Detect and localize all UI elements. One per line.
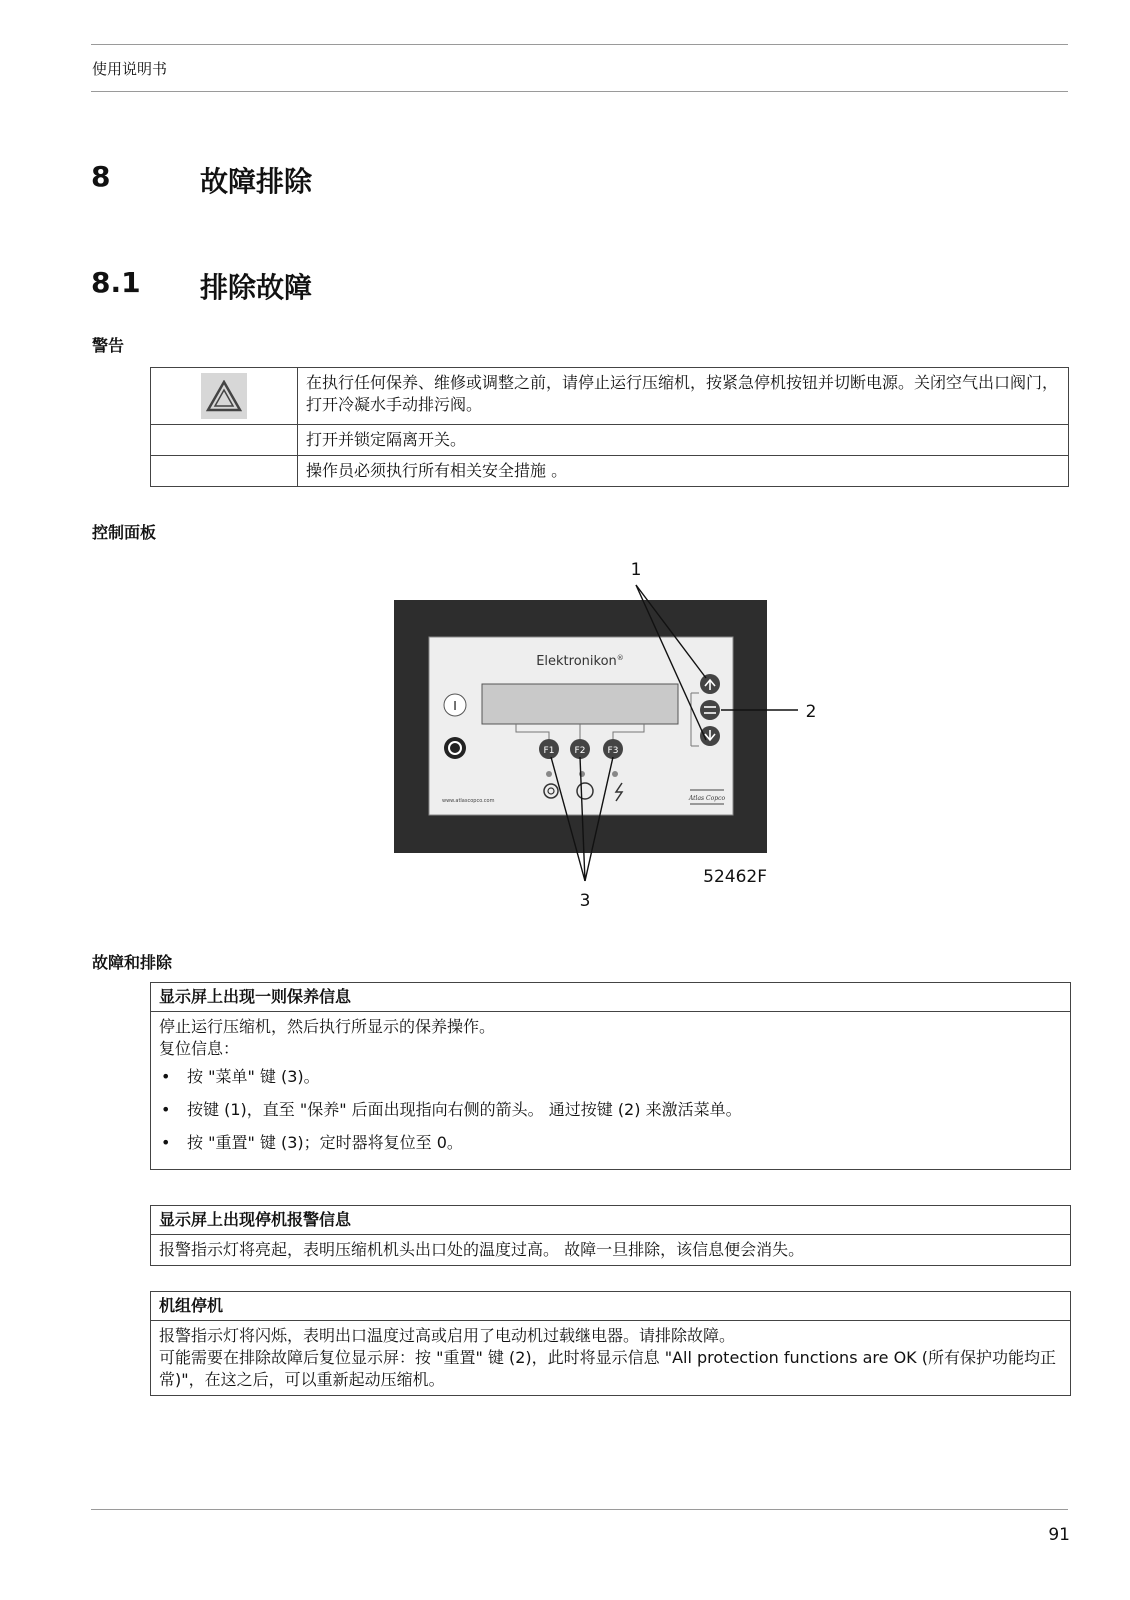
fault-text: 报警指示灯将亮起，表明压缩机机头出口处的温度过高。 故障一旦排除，该信息便会消失。 (159, 1240, 805, 1259)
brand-label: Elektronikon® (536, 654, 624, 669)
svg-text:F3: F3 (607, 746, 619, 756)
callout-1: 1 (630, 560, 642, 580)
fault-text: 复位信息： (159, 1039, 240, 1058)
start-symbol: I (453, 699, 457, 713)
function-key-f1[interactable] (539, 739, 559, 759)
brand-logo: Atlas Copco (688, 795, 726, 802)
list-item: • 按 "重置" 键 (3)；定时器将复位至 0。 (159, 1132, 1062, 1154)
tab-key[interactable] (700, 700, 720, 720)
warning-heading: 警告 (92, 336, 125, 355)
chapter-title: 故障排除 (200, 165, 313, 198)
svg-text:F2: F2 (574, 746, 586, 756)
scroll-up-key[interactable] (700, 674, 720, 694)
function-key-f2[interactable] (570, 739, 590, 759)
callout-3: 3 (579, 891, 591, 911)
callout-2: 2 (805, 702, 817, 722)
section-number: 8.1 (91, 266, 141, 299)
list-item: • 按 "菜单" 键 (3)。 (159, 1066, 1062, 1088)
fault-text: 可能需要在排除故障后复位显示屏：按 "重置" 键 (2)，此时将显示信息 "All protection functions are OK (所有保护功能均正常)"，在这之后，可以重新起动压缩机。 (159, 1348, 1056, 1389)
fault-title: 显示屏上出现停机报警信息 (151, 1206, 1070, 1235)
stop-button[interactable] (444, 737, 466, 759)
fault-text: 停止运行压缩机，然后执行所显示的保养操作。 (159, 1017, 496, 1036)
page-number: 91 (1048, 1525, 1070, 1545)
fault-box-shutdown-warning (150, 1205, 1071, 1266)
warning-text: 操作员必须执行所有相关安全措施 。 (298, 456, 1069, 487)
section-title: 排除故障 (200, 271, 313, 304)
figure-code: 52462F (703, 867, 767, 887)
warning-text: 打开并锁定隔离开关。 (298, 425, 1069, 456)
control-panel-heading: 控制面板 (92, 523, 157, 542)
fault-box-maintenance (150, 982, 1071, 1170)
chapter-number: 8 (91, 160, 111, 193)
warning-text: 在执行任何保养、维修或调整之前，请停止运行压缩机，按紧急停机按钮并切断电源。关闭空气出口阀门，打开冷凝水手动排污阀。 (298, 368, 1069, 425)
fault-title: 机组停机 (151, 1292, 1070, 1321)
lcd-display (482, 684, 678, 724)
function-key-f3[interactable] (603, 739, 623, 759)
fault-title: 显示屏上出现一则保养信息 (151, 983, 1070, 1012)
fault-steps (159, 1066, 1062, 1154)
footer-rule (91, 1509, 1068, 1510)
fault-text: 报警指示灯将闪烁，表明出口温度过高或启用了电动机过载继电器。请排除故障。 (159, 1326, 736, 1345)
fault-box-unit-shutdown (150, 1291, 1071, 1396)
faults-heading: 故障和排除 (92, 953, 173, 972)
website-label: www.atlascopco.com (442, 798, 495, 804)
svg-text:F1: F1 (543, 746, 555, 756)
doc-label: 使用说明书 (92, 60, 168, 78)
list-item: • 按键 (1)，直至 "保养" 后面出现指向右侧的箭头。 通过按键 (2) 来激活菜单。 (159, 1099, 1062, 1121)
scroll-down-key[interactable] (700, 726, 720, 746)
